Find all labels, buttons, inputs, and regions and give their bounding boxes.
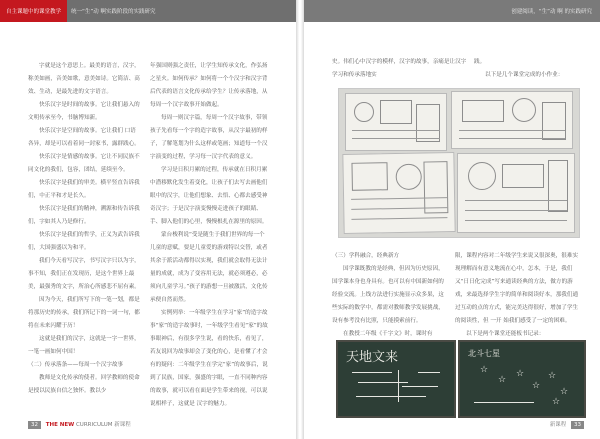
worksheet-image	[457, 153, 575, 233]
right-page-header	[304, 0, 600, 22]
section-heading: （三）学科融合，经典新方	[332, 253, 400, 259]
paragraph: 快乐汉字是我们的哲学，正义为武告诉我们，大国强盛以为和平。	[28, 232, 140, 251]
right-column-top-left	[332, 56, 468, 82]
right-column-top-right	[474, 56, 584, 82]
paragraph: 因为今天，我们所写下的一笔一划，都是将那历史的传承，我们所记下的一词一句，都将在未来闪耀于历！	[28, 297, 140, 329]
board-title: 北斗七星	[468, 349, 500, 358]
star-icon: ☆	[480, 365, 489, 375]
star-icon: ☆	[532, 381, 541, 391]
magazine-name: CURRICULUM 新课程	[75, 422, 131, 428]
paragraph: 这就是我们的汉字，这就是一字一世界，一笔一画如何中国！	[28, 336, 140, 355]
left-page-footer	[28, 420, 131, 429]
paragraph: 快乐汉字是时间的故事。它让我们悬入的文明传承至今，书脑博知新。	[28, 102, 140, 121]
paragraph: 教师是文化传承的使者。回学教师的使命是授以民族自信之独怀。教以少	[28, 375, 140, 394]
page-gutter	[296, 0, 304, 439]
left-column-1	[28, 60, 140, 398]
star-icon: ☆	[516, 369, 525, 379]
blackboard-photo-left	[336, 340, 456, 418]
left-column-2	[150, 60, 270, 411]
left-page-header	[0, 0, 296, 22]
paragraph: 字就是这个意思上。最美的语言，汉字，称美如画，音美如歌，意美如诗。它简洁、高效、生动，是最先进的文字语言。	[28, 63, 140, 95]
paragraph: 践。	[474, 59, 486, 65]
right-column-lower-left	[332, 250, 448, 341]
paragraph: 限，课程内容对二年级学生来说又很深奥，很难实现理解而有意义地流在心中，怎本，于是，我们又“日日化完成”写来通读经典的方法，做方的游戏，来最选择学生字的简单和阅读好本，那我们通过互动的点的方式，能完美达得很好，增加了学生的阅读性，但 一开 始我们感受了一定的困难。	[455, 253, 579, 324]
right-column-lower-right	[455, 250, 583, 341]
right-page-footer	[550, 420, 584, 429]
left-header-title: 统一“生”动 啊实践阶段的实践研究	[71, 9, 156, 15]
worksheets-photo	[338, 88, 580, 238]
page-number: 33	[571, 421, 584, 429]
star-icon: ☆	[552, 397, 561, 407]
image-caption: 以下是两个课堂还能板书记录：	[466, 331, 545, 337]
blackboard-photo-right	[458, 340, 586, 418]
section-heading: （二）传承落条——每周一个汉字故事	[28, 362, 124, 368]
paragraph: 快乐汉字是空间的故事。它让我们 口语各异，却是可以看着同一封家书，露群践心。	[28, 128, 140, 147]
paragraph: 史。伟们心中汉字的模样，汉字的故事，亲痛是让汉字学习和传承落地实	[332, 59, 467, 78]
worksheet-image	[345, 93, 447, 151]
paragraph: 蒙台梭利说“受是随生于我们世界的每一个儿童的意赋，要是儿童爱的游戏特以交替，或者其余于派活动都得以实现，我们就会取得无法计量的成就，成为了变容用无法，就必须遵必，必须向儿童学习。”孩子的游想一旦被激活，文化传承便自然而然。	[150, 232, 268, 303]
board-title: 天地文来	[346, 350, 399, 365]
page-number: 32	[28, 421, 41, 429]
section-tag: 自主课题中的课堂教学	[0, 0, 67, 22]
paragraph: 在教授二年级《千字文》时，课时有	[343, 331, 433, 337]
paragraph: 我们今天看写汉字，书写汉字只以为字，事不知，我们正在发现历，是这个世界上最美，最强秀的文字，所治心所感悲不屈有素。	[28, 258, 140, 290]
star-icon: ☆	[560, 387, 569, 397]
right-header-title: 创建阅读，“生”动 啊 的实践研究	[511, 9, 592, 15]
worksheet-image	[451, 91, 573, 149]
paragraph: 快乐汉字是情感的故事。它让不同民族不同文化的我们，包容，团结，延续至今。	[28, 154, 140, 173]
paragraph: 国学课既教的是经典，但因为历史原因，国学课本身也身具有。也可以有中国新如何的经验交流。上线方法进行实施显示众多果，这些实际的数学中，都需对教师教学发展挑战，设有参考没有比照，只能摸索前行。	[332, 266, 444, 324]
magazine-name: 新课程	[549, 422, 567, 428]
paragraph: 每周一则汉字篇，每周一个汉字故事，带领孩子先看每一个字的造字故事，从汉字最初的样子，了解笔划为什么这样或笔画；知道每一个汉字演变的过程，学习每一汉字代表的意义。	[150, 115, 268, 160]
paragraph: 学习是日积月累的过程，传承就在日积月累中潜移默化发生着变化，让孩子们去写去画他们眼中的汉字，让他们想象、去悟、心都去感受神奇汉字；于是汉字演变慢慢走进孩子的眼睛、手、脚入他们的心里，慢慢根扎在源里的原因。	[150, 167, 268, 225]
paragraph: 快乐汉字是我们的审美。横平竖直告诉我们，中正平和才是长久。	[28, 180, 140, 199]
star-icon: ☆	[498, 375, 507, 385]
star-icon: ☆	[548, 371, 557, 381]
paragraph: 快乐汉字是我们的精神，溯源和传告诉我们，字如其人乃是修行。	[28, 206, 140, 225]
worksheet-image	[342, 152, 455, 234]
image-caption: 以下是几个课堂完成的小作业：	[485, 72, 564, 78]
paragraph: 年强国则强之责任，让学生知传承文化，作弘扬之星火。如何传承？如何将一个个汉字和汉字背后代表的语言文化传承给学生？让传承落地，从每周一个汉字故事开始做起。	[150, 63, 268, 108]
paragraph: 实例列举：一年级学生在学习“家”的造字故事“家”的造字故事时，一年级学生看见“家”的故事眼神后，有很多学生说，看的快乐，看见了，若友说回为故事却会了变化的心，是看懂了才会有的疑问：二年级学生在学完“家”的故事后，说到了民族，国家，强盛的字眼，一直不同种内容的故事，就可以看在面是学生带来的视，可以说说相样子，这就是 汉字的魅力。	[150, 310, 268, 407]
magazine-brand: THE NEW	[45, 422, 75, 428]
